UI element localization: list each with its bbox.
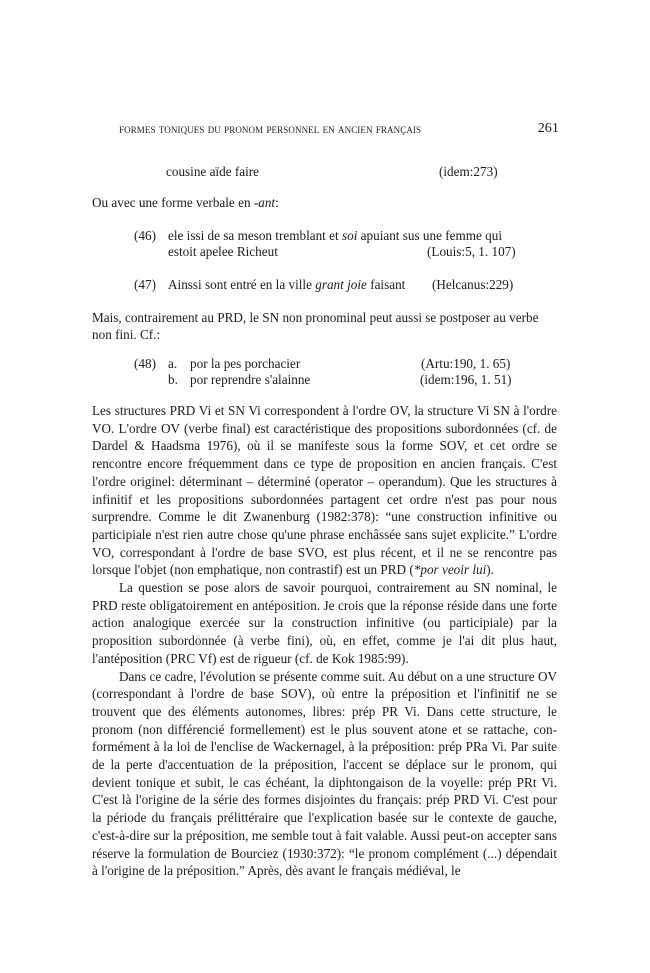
para-prd-line1: Mais, contrairement au PRD, le SN non pronominal peut aussi se postposer au verbe: [92, 310, 539, 325]
intro-ant-line: [92, 194, 279, 211]
example-48b-ref: (idem:196, 1. 51): [420, 372, 512, 387]
body-paragraph-1-a: Les structures PRD Vi et SN Vi correspondent à l'ordre OV, la structure Vi SN à l'ordre VO. L'ordre OV (verbe final) est caractéristique des propositions subordonnées (cf. de Dardel & Haadsma 1976), où il se manifeste sous la forme SOV, et cet ordre se rencontre encore fréquemment dans ce type de proposition en ancien français. C'est l'ordre originel: déterminant – déterminé (operator – operandum). Que les structures à infinitif et les propositions subordonnées partagent cet ordre n'est pas pour nous surprendre. Comme le dit Zwanenburg (1982:378): “une construction infinitive ou participiale n'est rien autre chose qu'une phrase enchâssée sans sujet explicite.” L'ordre VO, correspondant à l'ordre de base SVO, est plus récent, et il ne se rencontre pas lorsque l'objet (non emphatique, non contrastif) est un PRD (: [92, 403, 557, 578]
body-paragraph-1-b: ).: [486, 562, 494, 578]
example-48a-ref: (Artu:190, 1. 65): [421, 356, 511, 371]
body-text: [92, 402, 557, 880]
example-46-line2: estoit apelee Richeut: [168, 244, 278, 259]
body-paragraph-1: [92, 402, 557, 579]
running-title-text: formes toniques du pronom personnel en ancien français: [119, 122, 422, 136]
para-prd-line2: non fini. Cf.:: [92, 327, 161, 342]
intro-ant-emphasis: -ant: [253, 195, 276, 210]
example-46-line1-b: apuiant sus une femme qui: [357, 228, 503, 243]
example-continuation-ref: (idem:273): [439, 164, 498, 179]
example-48b-label: b.: [168, 372, 178, 387]
example-continuation-text: cousine aïde faire: [166, 164, 259, 179]
example-46-ref: (Louis:5, 1. 107): [427, 244, 516, 259]
page-number: 261: [537, 121, 559, 136]
intro-ant-text: Ou avec une forme verbale en: [92, 195, 254, 210]
example-46-line1-a: ele issi de sa meson tremblant et: [168, 228, 342, 243]
running-title: [119, 122, 421, 137]
example-46-line1-em: soi: [341, 228, 358, 243]
example-47-text-a: Ainssi sont entré en la ville: [168, 277, 316, 292]
example-46-line1: [168, 227, 502, 244]
example-48a-text: por la pes porchacier: [190, 356, 301, 371]
example-47-number: (47): [134, 277, 156, 292]
body-paragraph-1-em: *por veoir lui: [413, 562, 487, 578]
example-48b-text: por reprendre s'alainne: [190, 372, 311, 387]
body-paragraph-2: La question se pose alors de savoir pourquoi, contrairement au SN nominal, le PRD reste obligatoirement en antéposition. Je crois que la réponse réside dans une forte action analogique exercée sur la construction infinitive (ou participiale) par la proposition subordonnée (à verbe fini), où, en effet, comme je l'ai dit plus haut, l'antéposition (PRC Vf) est de rigueur (cf. de Kok 1985:99).: [92, 580, 557, 666]
example-48a-label: a.: [168, 356, 178, 371]
example-47-text: [168, 276, 405, 293]
example-47-text-b: faisant: [366, 277, 406, 292]
example-46-number: (46): [134, 228, 156, 243]
example-47-ref: (Helcanus:229): [432, 277, 514, 292]
body-paragraph-3: Dans ce cadre, l'évolution se présente comme suit. Au début on a une structure OV (correspondant à l'ordre de base SOV), où entre la préposition et l'infinitif ne se trouvent que des éléments autonomes, libres: prép PR Vi. Dans cette structure, le pronom (non différencié formellement) est le plus souvent atone et se rattache, conformément à la loi de l'enclise de Wackernagel, à la préposition: prép PRa Vi. Par suite de la perte d'accentuation de la préposition, l'accent se déplace sur le pronom, qui devient tonique et subit, le cas échéant, la diphtongaison de la voyelle: prép PRt Vi. C'est là l'origine de la série des formes disjointes du français: prép PRD Vi. C'est pour la période du français prélittéraire que l'explication basée sur le contexte de gauche, c'est-à-dire sur la préposition, me semble tout à fait valable. Aussi peut-on accepter sans réserve la formulation de Bourciez (1930:372): “le pronom complément (...) dépendait à l'origine de la préposition.” Après, dès avant le français médiéval, le: [92, 668, 557, 879]
example-48-number: (48): [134, 356, 156, 371]
example-47-text-em: grant joie: [315, 277, 367, 292]
intro-ant-after: :: [275, 195, 279, 210]
